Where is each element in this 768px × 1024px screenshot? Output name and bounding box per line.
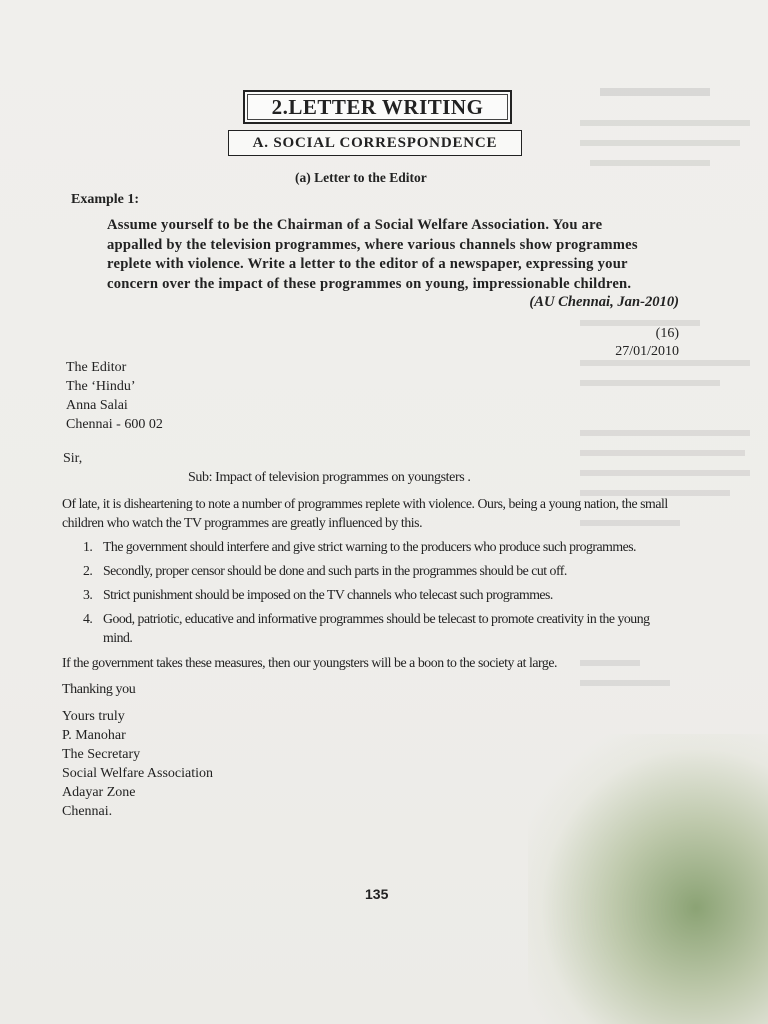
example-label: Example 1: [71,192,140,207]
task-line: concern over the impact of these programmes on young, impressionable children. [107,275,632,292]
item-text: Secondly, proper censor should be done and such parts in the programmes should be cut off. [103,563,567,578]
address-line: Chennai - 600 02 [66,417,163,432]
task-prompt [107,216,679,294]
chapter-title: 2.LETTER WRITING [243,90,512,124]
item-number: 1. [83,539,93,554]
signature-line: P. Manohar [62,728,126,743]
photo-shadow [528,734,768,1024]
list-item [83,537,683,556]
list-item [83,609,683,647]
item-text: The government should interfere and give strict warning to the producers who produce such programmes. [103,539,637,554]
conclusion-paragraph: If the government takes these measures, then our youngsters will be a boon to the society at large. [62,655,558,670]
source-citation: (AU Chennai, Jan-2010) [529,294,679,310]
item-number: 3. [83,587,93,602]
letter-date: 27/01/2010 [615,344,679,359]
signature-line: Chennai. [62,804,113,819]
subsection-title: (a) Letter to the Editor [295,170,427,185]
list-item [83,585,683,604]
task-line: Assume yourself to be the Chairman of a Social Welfare Association. You are [107,217,603,233]
task-line: appalled by the television programmes, where various channels show programmes [107,236,638,253]
section-title: A. SOCIAL CORRESPONDENCE [228,130,522,156]
item-text: Good, patriotic, educative and informative programmes should be telecast to promote creativity in the young mind. [103,611,650,645]
subject-line: Sub: Impact of television programmes on youngsters . [188,470,471,485]
signature-line: Yours truly [62,709,125,724]
list-item [83,561,683,580]
address-line: The Editor [66,360,127,375]
closing-line: Thanking you [62,682,136,697]
task-line: replete with violence. Write a letter to the editor of a newspaper, expressing your [107,256,628,272]
address-line: Anna Salai [66,398,128,413]
signature-line: Social Welfare Association [62,766,214,781]
marks: (16) [655,326,679,341]
recipient-address [66,358,163,434]
suggestions-list [83,537,683,652]
salutation: Sir, [63,451,83,466]
signature-line: The Secretary [62,747,141,762]
item-number: 2. [83,563,93,578]
item-text: Strict punishment should be imposed on the TV channels who telecast such programmes. [103,587,553,602]
intro-paragraph: Of late, it is disheartening to note a number of programmes replete with violence. Ours, being a young nation, the small children who watch the TV programmes are greatly influenced by this. [62,496,668,530]
item-number: 4. [83,611,93,626]
address-line: The ‘Hindu’ [66,379,136,394]
signature-block [62,707,213,821]
signature-line: Adayar Zone [62,785,136,800]
page-number: 135 [365,886,389,902]
